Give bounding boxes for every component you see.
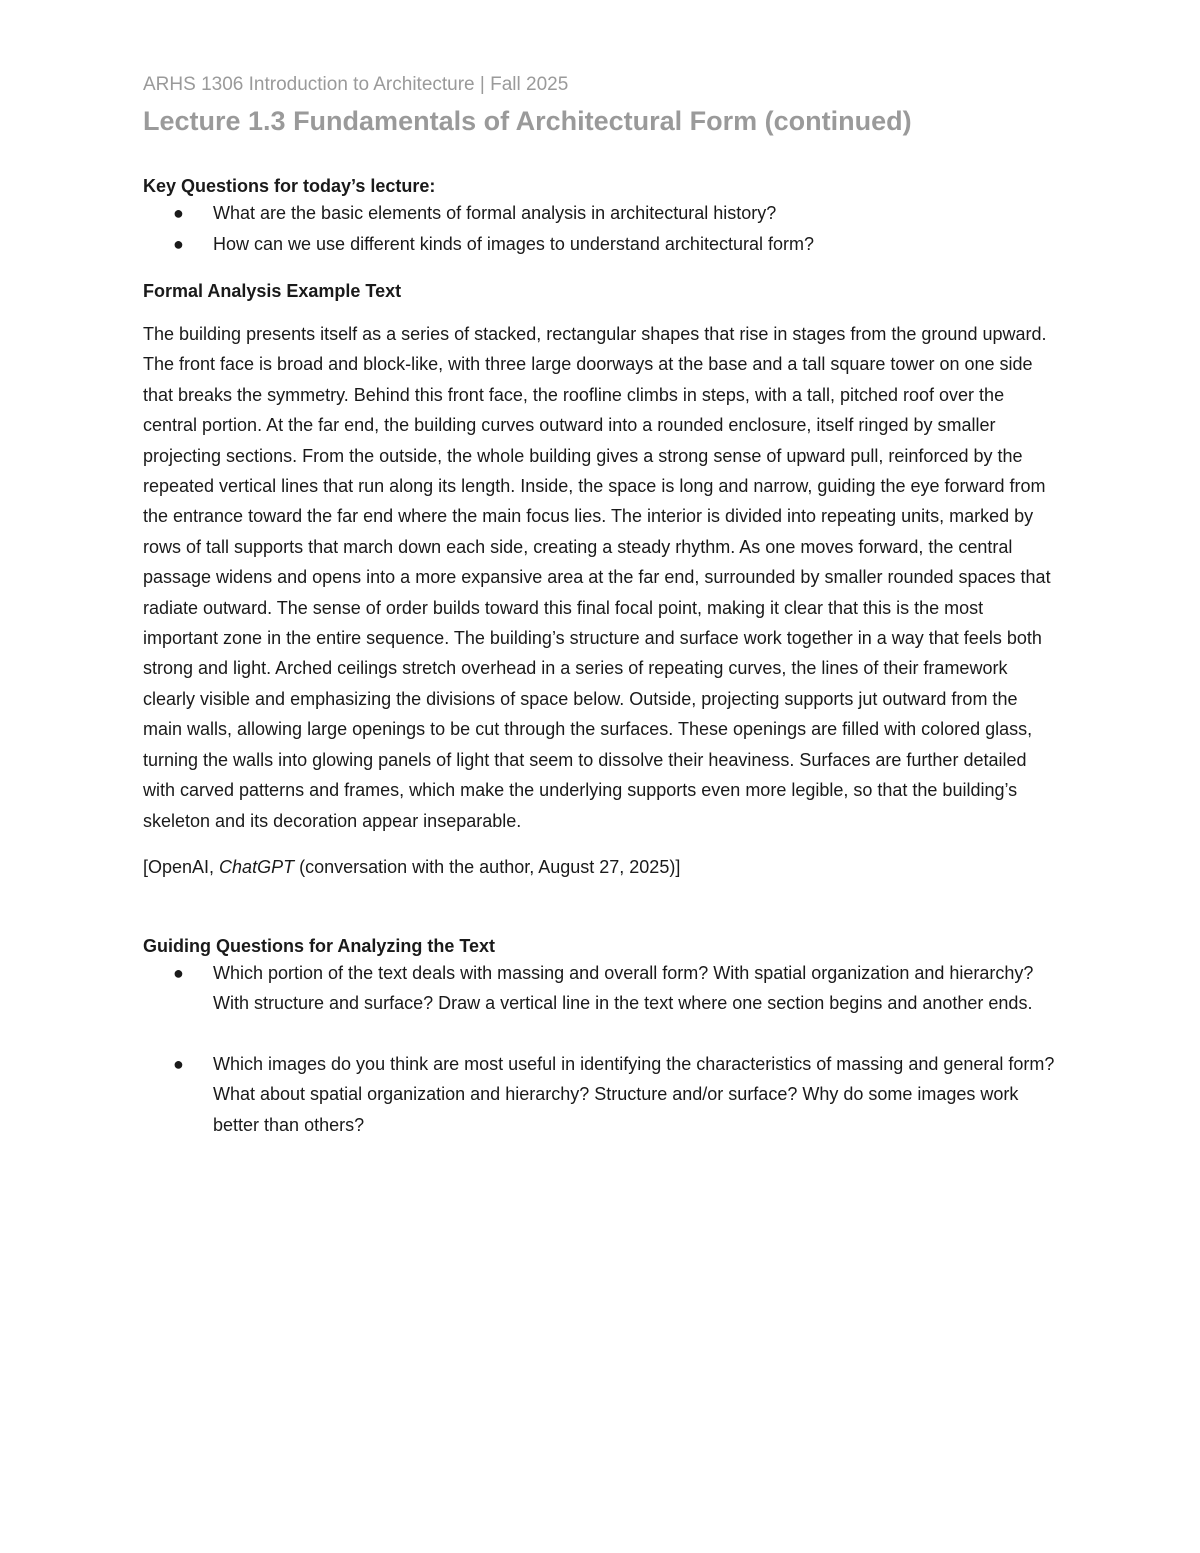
list-item-text: Which images do you think are most useful in identifying the characteristics of massing and general form? What about spatial organization and hierarchy? Structure and/or surface? Why do some images work better than others? (213, 1053, 1055, 1135)
bullet-dot-icon: ● (173, 203, 184, 223)
citation-title: ChatGPT (219, 856, 295, 877)
example-body-text: The building presents itself as a series of stacked, rectangular shapes that rise in stages from the ground upward. The front face is broad and block-like, with three large doorways at the base and a tall square tower on one side that breaks the symmetry. Behind this front face, the roofline climbs in steps, with a tall, pitched roof over the central portion. At the far end, the building curves outward into a rounded enclosure, itself ringed by smaller projecting sections. From the outside, the whole building gives a strong sense of upward pull, reinforced by the repeated vertical lines that run along its length. Inside, the space is long and narrow, guiding the eye forward from the entrance toward the far end where the main focus lies. The interior is divided into repeating units, marked by rows of tall supports that march down each side, creating a steady rhythm. As one moves forward, the central passage widens and opens into a more expansive area at the far end, surrounded by smaller rounded spaces that radiate outward. The sense of order builds toward this final focal point, making it clear that this is the most important zone in the entire sequence. The building’s structure and surface work together in a way that feels both strong and light. Arched ceilings stretch overhead in a series of repeating curves, the lines of their framework clearly visible and emphasizing the divisions of space below. Outside, projecting supports jut outward from the main walls, allowing large openings to be cut through the surfaces. These openings are filled with colored glass, turning the walls into glowing panels of light that seem to dissolve their heaviness. Surfaces are further detailed with carved patterns and frames, which make the underlying supports even more legible, so that the building’s skeleton and its decoration appear inseparable. (143, 324, 1051, 831)
citation-suffix: (conversation with the author, August 27, 2025)] (294, 856, 681, 877)
guiding-questions-list (143, 958, 1063, 1141)
example-heading: Formal Analysis Example Text (143, 281, 402, 301)
bullet-dot-icon: ● (173, 1053, 184, 1074)
list-item-text: Which portion of the text deals with massing and overall form? With spatial organization and hierarchy? With structure and surface? Draw a vertical line in the text where one section begins and another ends. (213, 962, 1034, 1014)
course-header: ARHS 1306 Introduction to Architecture | Fall 2025 (143, 74, 569, 95)
citation (143, 852, 1063, 882)
list-item-text: What are the basic elements of formal analysis in architectural history? (213, 203, 777, 223)
lecture-title: Lecture 1.3 Fundamentals of Architectural Form (continued) (143, 106, 912, 136)
list-item-text: How can we use different kinds of images to understand architectural form? (213, 233, 814, 254)
key-questions-list (143, 198, 1063, 259)
bullet-dot-icon: ● (173, 962, 184, 983)
document-page (143, 72, 1063, 1140)
guiding-questions-heading: Guiding Questions for Analyzing the Text (143, 935, 496, 956)
bullet-dot-icon: ● (173, 233, 184, 254)
list-item (143, 958, 1063, 1019)
list-item (143, 1049, 1063, 1141)
list-item (143, 198, 1063, 229)
citation-prefix: [OpenAI, (143, 856, 220, 877)
key-questions-heading: Key Questions for today’s lecture: (143, 176, 436, 196)
list-item (143, 229, 1063, 260)
